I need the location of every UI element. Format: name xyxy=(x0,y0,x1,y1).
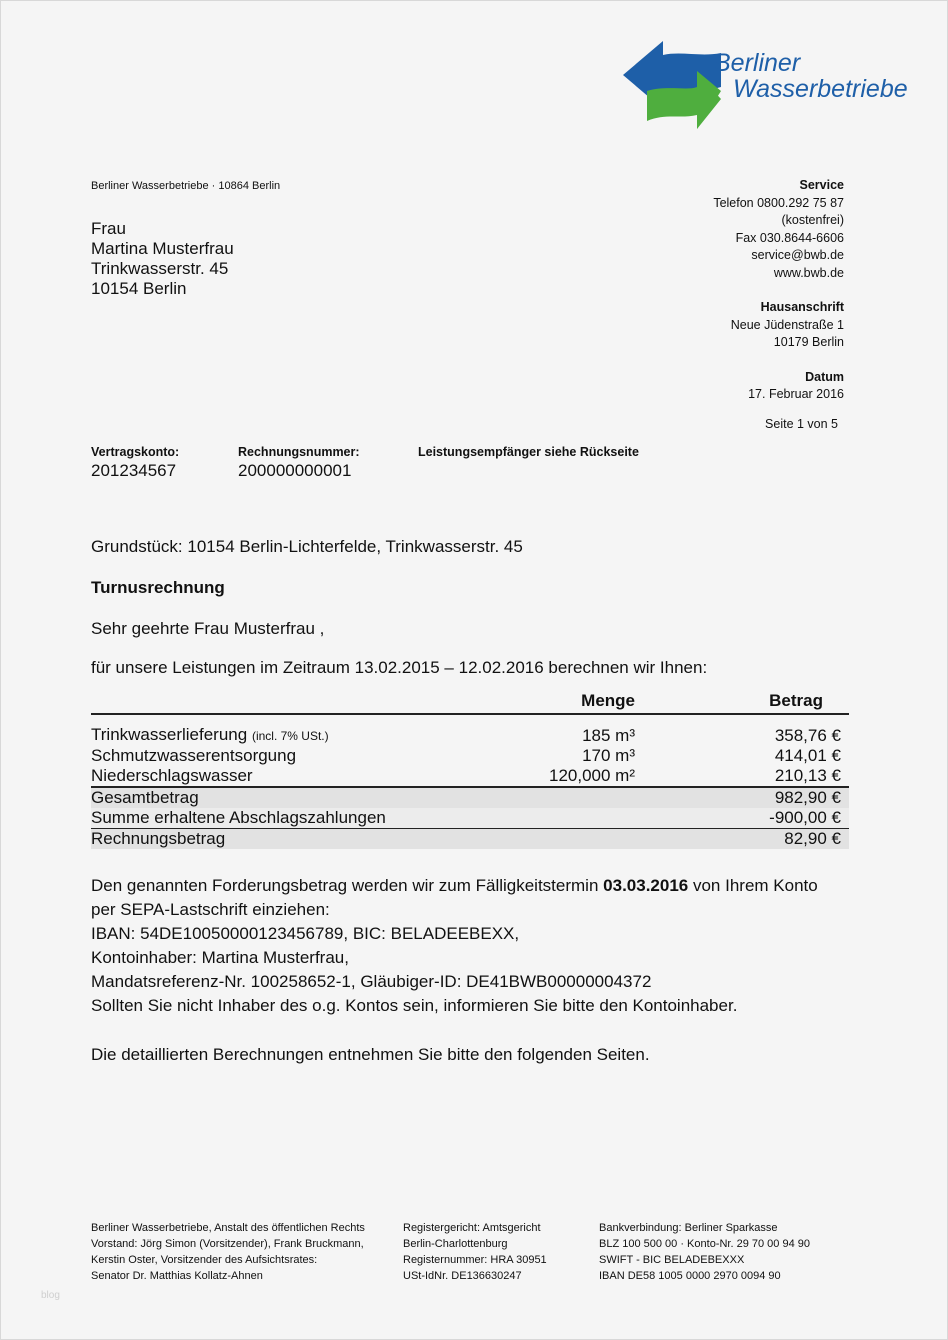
payment-line: Den genannten Forderungsbetrag werden wir zum Fälligkeitstermin xyxy=(91,876,604,895)
recipient-note: Leistungsempfänger siehe Rückseite xyxy=(418,445,639,459)
document-title: Turnusrechnung xyxy=(91,578,225,597)
table-header xyxy=(91,689,849,714)
company-logo xyxy=(621,39,931,133)
row-quantity: 170 m³ xyxy=(582,746,635,765)
invoice-number-label: Rechnungsnummer: xyxy=(238,445,360,459)
date-title: Datum xyxy=(805,369,844,384)
total-label: Gesamtbetrag xyxy=(91,787,495,808)
footer-col-company xyxy=(91,1220,365,1284)
payment-holder: Kontoinhaber: Martina Musterfrau, xyxy=(91,948,349,967)
footer-line: Kerstin Oster, Vorsitzender des Aufsichtsrates: xyxy=(91,1254,318,1266)
row-quantity: 120,000 m² xyxy=(495,766,643,787)
logo-text-2: Wasserbetriebe xyxy=(733,75,908,103)
footer-col-register xyxy=(403,1220,547,1284)
invoice-number: 200000000001 xyxy=(238,461,352,480)
row-label: Schmutzwasserentsorgung xyxy=(91,746,297,765)
total-row xyxy=(91,787,849,808)
payment-note: Sollten Sie nicht Inhaber des o.g. Kontos sein, informieren Sie bitte den Kontoinhaber. xyxy=(91,996,738,1015)
table-row xyxy=(91,766,849,787)
payment-iban: IBAN: 54DE10050000123456789, BIC: BELADEEBEXX, xyxy=(91,924,520,943)
contact-sidebar xyxy=(713,177,844,433)
account-number: 201234567 xyxy=(91,461,177,480)
footer-line: Vorstand: Jörg Simon (Vorsitzender), Frank Bruckmann, xyxy=(91,1238,364,1250)
row-note: (incl. 7% USt.) xyxy=(251,729,329,743)
due-date: 03.03.2016 xyxy=(603,876,689,895)
recipient-name: Martina Musterfrau xyxy=(91,239,234,258)
footer-line: Bankverbindung: Berliner Sparkasse xyxy=(599,1222,778,1234)
footer-line: IBAN DE58 1005 0000 2970 0094 90 xyxy=(599,1270,781,1282)
invoice-amount-row xyxy=(91,829,849,850)
footer-line: Berliner Wasserbetriebe, Anstalt des öffentlichen Rechts xyxy=(91,1222,365,1234)
payment-line: per SEPA-Lastschrift einziehen: xyxy=(91,900,330,919)
recipient-street: Trinkwasserstr. 45 xyxy=(91,259,229,278)
recipient-address xyxy=(91,219,234,299)
service-web[interactable]: www.bwb.de xyxy=(773,265,844,280)
payment-text xyxy=(91,874,818,1018)
advance-label: Summe erhaltene Abschlagszahlungen xyxy=(91,808,495,829)
service-email[interactable]: service@bwb.de xyxy=(751,248,844,262)
row-label: Niederschlagswasser xyxy=(91,766,495,787)
row-amount: 210,13 € xyxy=(643,766,849,787)
service-title: Service xyxy=(799,178,844,192)
property-line: Grundstück: 10154 Berlin-Lichterfelde, Trinkwasserstr. 45 xyxy=(91,537,523,556)
sender-line: Berliner Wasserbetriebe · 10864 Berlin xyxy=(91,180,281,192)
service-fax: Fax 030.8644-6606 xyxy=(735,230,844,245)
advance-row xyxy=(91,808,849,829)
account-label: Vertragskonto: xyxy=(91,445,180,459)
address-city: 10179 Berlin xyxy=(773,335,844,349)
row-amount: 358,76 € xyxy=(774,725,841,745)
footer-line: BLZ 100 500 00 · Konto-Nr. 29 70 00 94 90 xyxy=(599,1238,810,1250)
service-phone: Telefon 0800.292 75 87 xyxy=(713,195,844,210)
invoice-amount: 82,90 € xyxy=(643,829,849,850)
footer-line: Registergericht: Amtsgericht xyxy=(403,1222,541,1234)
date-value: 17. Februar 2016 xyxy=(748,387,844,401)
header-amount: Betrag xyxy=(643,689,849,714)
closing-text: Die detaillierten Berechnungen entnehmen Sie bitte den folgenden Seiten. xyxy=(91,1045,650,1064)
footer-col-bank xyxy=(599,1220,810,1284)
address-street: Neue Jüdenstraße 1 xyxy=(730,317,844,332)
payment-mandate: Mandatsreferenz-Nr. 100258652-1, Gläubiger-ID: DE41BWB00000004372 xyxy=(91,972,652,991)
row-amount: 414,01 € xyxy=(774,746,841,765)
total-amount: 982,90 € xyxy=(643,787,849,808)
invoice-amount-label: Rechnungsbetrag xyxy=(91,829,495,850)
footer-line: USt-IdNr. DE136630247 xyxy=(403,1270,522,1282)
header-quantity: Menge xyxy=(495,689,643,714)
footer-line: SWIFT - BIC BELADEBEXXX xyxy=(599,1254,745,1266)
service-free: (kostenfrei) xyxy=(781,213,844,227)
advance-amount: -900,00 € xyxy=(643,808,849,829)
intro-text: für unsere Leistungen im Zeitraum 13.02.2015 – 12.02.2016 berechnen wir Ihnen: xyxy=(91,658,708,677)
charges-table xyxy=(91,689,849,849)
recipient-salutation: Frau xyxy=(91,219,126,238)
footer-line: Registernummer: HRA 30951 xyxy=(403,1254,547,1266)
table-row xyxy=(91,714,849,746)
row-label: Trinkwasserlieferung xyxy=(91,725,248,744)
watermark: blog xyxy=(41,1290,60,1301)
table-row xyxy=(91,746,849,766)
logo-text-1: Berliner xyxy=(714,49,801,77)
payment-line: von Ihrem Konto xyxy=(688,876,818,895)
footer-line: Berlin-Charlottenburg xyxy=(403,1238,508,1250)
footer-line: Senator Dr. Matthias Kollatz-Ahnen xyxy=(91,1270,263,1282)
salutation: Sehr geehrte Frau Musterfrau , xyxy=(91,619,325,638)
page-number: Seite 1 von 5 xyxy=(765,416,838,431)
recipient-city: 10154 Berlin xyxy=(91,279,187,298)
row-quantity: 185 m³ xyxy=(582,725,635,745)
address-title: Hausanschrift xyxy=(760,300,844,314)
